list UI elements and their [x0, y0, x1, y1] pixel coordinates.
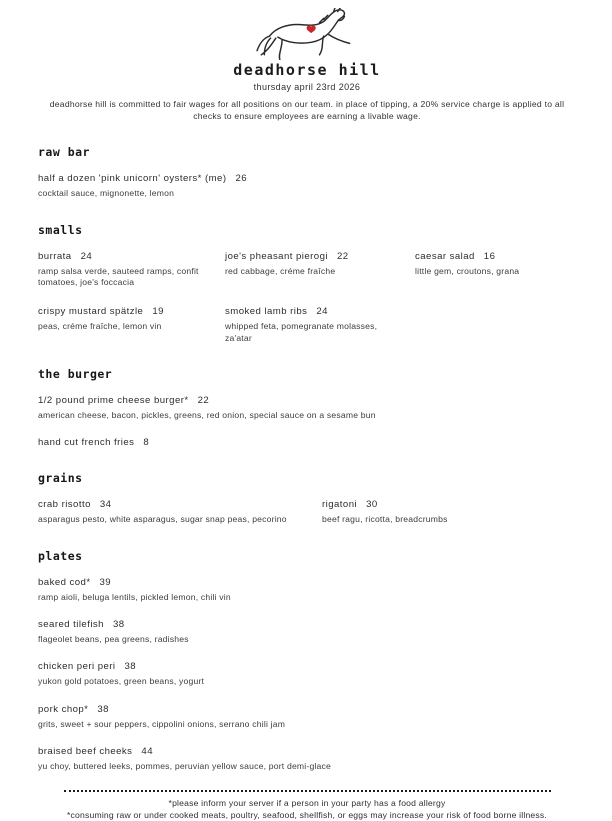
item-price: 19 [152, 306, 164, 318]
item-price: 38 [112, 618, 125, 630]
consumption-note: *consuming raw or under cooked meats, poultry, seafood, shellfish, or eggs may increase your risk of food borne illness. [66, 810, 547, 821]
section-title-the-burger: the burger [38, 366, 113, 381]
item-price: 30 [366, 499, 378, 511]
item-description: ramp salsa verde, sauteed ramps, confit tomatoes, joe's foccacia [38, 265, 199, 287]
section-title-raw-bar: raw bar [38, 145, 90, 160]
menu-footer [38, 790, 576, 821]
section-title-plates: plates [38, 548, 83, 563]
menu-header [38, 8, 576, 122]
menu-item-burrata [38, 251, 225, 289]
item-description: yu choy, buttered leeks, pommes, peruvian yellow sauce, port demi-glace [38, 760, 331, 771]
restaurant-title: deadhorse hill [233, 61, 381, 79]
service-charge-notice: deadhorse hill is committed to fair wages for all positions on our team. in place of tipping, a 20% service charge is applied to all checks to ensure employees are earning a livable wage. [49, 99, 565, 121]
menu-item-seared-tilefish [38, 619, 576, 645]
item-price: 38 [97, 703, 109, 715]
section-grains [38, 471, 576, 525]
horse-logo-icon [253, 8, 361, 60]
item-name: baked cod* [38, 576, 91, 588]
item-name: 1/2 pound prime cheese burger* [38, 394, 189, 406]
heart-icon [307, 26, 316, 33]
item-description: flageolet beans, pea greens, radishes [38, 633, 189, 644]
item-description: asparagus pesto, white asparagus, sugar snap peas, pecorino [38, 514, 287, 525]
section-smalls [38, 223, 576, 344]
item-name: half a dozen 'pink unicorn' oysters* (me) [38, 173, 227, 185]
menu-item-spatzle [38, 306, 225, 344]
item-name: pork chop* [38, 703, 89, 715]
item-description: little gem, croutons, grana [415, 265, 520, 276]
menu-item-french-fries [38, 437, 576, 448]
item-name: crispy mustard spätzle [38, 306, 144, 318]
item-price: 34 [99, 499, 112, 511]
item-description: ramp aioli, beluga lentils, pickled lemon, chili vin [38, 591, 231, 602]
item-name: joe's pheasant pierogi [225, 250, 328, 262]
allergy-note: *please inform your server if a person in your party has a food allergy [168, 798, 446, 809]
menu-item-chicken-peri-peri [38, 661, 576, 687]
item-name: caesar salad [415, 250, 475, 262]
section-the-burger [38, 367, 576, 448]
menu-item-oysters [38, 173, 576, 199]
dotted-divider [64, 790, 551, 792]
item-name: smoked lamb ribs [225, 306, 308, 318]
item-description: red cabbage, créme fraîche [225, 265, 336, 276]
item-description: peas, créme fraîche, lemon vin [38, 321, 162, 332]
item-name: hand cut french fries [38, 437, 135, 449]
smalls-grid [38, 251, 576, 344]
item-name: chicken peri peri [38, 661, 116, 673]
item-name: rigatoni [322, 499, 358, 511]
item-name: seared tilefish [38, 618, 104, 630]
item-price: 38 [124, 661, 137, 673]
menu-item-braised-beef-cheeks [38, 746, 576, 772]
item-description: grits, sweet + sour peppers, cippolini onions, serrano chili jam [38, 718, 286, 729]
grains-grid [38, 499, 576, 525]
item-price: 26 [235, 173, 248, 185]
menu-date: thursday april 23rd 2026 [253, 82, 361, 92]
menu-item-baked-cod [38, 577, 576, 603]
menu-item-cheese-burger [38, 395, 576, 421]
item-price: 22 [336, 250, 349, 262]
item-price: 24 [80, 250, 93, 262]
item-name: burrata [38, 250, 72, 262]
item-description: whipped feta, pomegranate molasses, za'atar [225, 321, 378, 343]
section-title-grains: grains [38, 471, 83, 486]
item-price: 16 [483, 250, 496, 262]
item-description: yukon gold potatoes, green beans, yogurt [38, 676, 205, 687]
grid-spacer [415, 306, 576, 344]
menu-item-lamb-ribs [225, 306, 415, 344]
item-price: 24 [316, 306, 328, 318]
item-description: beef ragu, ricotta, breadcrumbs [322, 514, 448, 525]
item-name: crab risotto [38, 499, 91, 511]
menu-item-caesar-salad [415, 251, 576, 289]
section-title-smalls: smalls [38, 222, 83, 237]
item-price: 22 [197, 394, 210, 406]
item-price: 8 [143, 437, 150, 449]
menu-item-rigatoni [322, 499, 576, 525]
menu-item-pork-chop [38, 704, 576, 730]
item-description: cocktail sauce, mignonette, lemon [38, 188, 175, 199]
item-name: braised beef cheeks [38, 745, 133, 757]
section-raw-bar [38, 145, 576, 199]
menu-item-pierogi [225, 251, 415, 289]
section-plates [38, 549, 576, 773]
item-description: american cheese, bacon, pickles, greens, red onion, special sauce on a sesame bun [38, 409, 376, 420]
menu-item-crab-risotto [38, 499, 322, 525]
item-price: 44 [141, 745, 153, 757]
item-price: 39 [99, 576, 112, 588]
